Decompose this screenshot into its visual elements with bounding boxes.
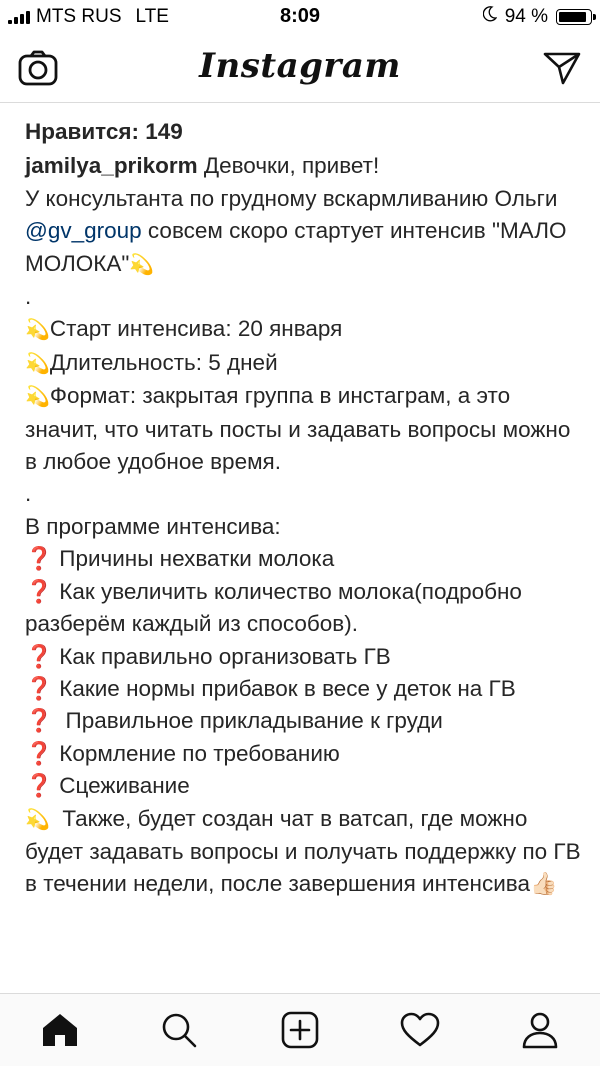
program-item: Какие нормы прибавок в весе у деток на ГВ — [53, 675, 516, 701]
program-item: Правильное прикладывание к груди — [53, 708, 443, 734]
sparkle-icon: 💫 — [25, 352, 50, 375]
new-post-icon[interactable] — [280, 1010, 320, 1050]
battery-icon — [556, 9, 592, 25]
question-icon: ❓ — [25, 643, 54, 669]
profile-icon[interactable] — [520, 1010, 560, 1050]
question-icon: ❓ — [25, 708, 54, 734]
post-caption — [25, 150, 585, 900]
program-item: Кормление по требованию — [53, 740, 340, 766]
mention-link[interactable]: @gv_group — [25, 218, 142, 244]
question-icon: ❓ — [25, 773, 54, 799]
question-icon: ❓ — [25, 546, 54, 572]
caption-start: Старт интенсива: 20 января — [49, 316, 343, 342]
thumbs-up-icon: 👍🏻 — [530, 871, 558, 897]
caption-intro-a: У консультанта по грудному вскармливанию Ольги — [25, 185, 564, 211]
direct-message-icon[interactable] — [542, 50, 582, 91]
carrier-label: MTS RUS — [36, 6, 122, 27]
likes-count[interactable]: Нравится: 149 — [25, 119, 183, 144]
app-header — [0, 34, 600, 103]
caption-format: Формат: закрытая группа в инстаграм, а это значит, что читать посты и задавать вопросы можно в любое удобное время. — [25, 383, 577, 475]
caption-duration: Длительность: 5 дней — [49, 349, 278, 375]
battery-percent: 94 % — [504, 6, 548, 27]
clock: 8:09 — [279, 5, 321, 27]
question-icon: ❓ — [25, 675, 54, 701]
caption-greeting: Девочки, привет! — [197, 153, 380, 179]
question-icon: ❓ — [25, 578, 54, 604]
program-item: Как увеличить количество молока(подробно разберём каждый из способов). — [25, 578, 529, 637]
battery-fill — [559, 12, 586, 22]
program-item: Как правильно организовать ГВ — [53, 643, 391, 669]
program-item: Сцеживание — [53, 773, 190, 799]
post-content — [25, 116, 585, 901]
status-bar — [0, 0, 600, 34]
activity-heart-icon[interactable] — [400, 1010, 440, 1050]
home-icon[interactable] — [40, 1010, 80, 1050]
program-item: Причины нехватки молока — [53, 546, 335, 572]
caption-intro-b: совсем скоро стартует интенсив "МАЛО МОЛОКА" — [25, 218, 573, 276]
network-label: LTE — [135, 6, 169, 27]
caption-also: Также, будет создан чат в ватсап, где можно будет задавать вопросы и получать поддержку по ГВ в течении недели, после завершения интенсива — [25, 805, 587, 897]
bottom-tab-bar — [0, 993, 600, 1066]
sparkle-icon: 💫 — [129, 253, 155, 276]
program-title: В программе интенсива: — [25, 513, 281, 539]
sparkle-icon: 💫 — [25, 386, 50, 409]
status-right — [483, 6, 592, 28]
sparkle-icon: 💫 — [25, 808, 50, 831]
moon-icon — [483, 6, 497, 28]
post-username[interactable]: jamilya_prikorm — [25, 153, 198, 179]
caption-dot: . — [25, 284, 32, 310]
sparkle-icon: 💫 — [25, 319, 50, 342]
question-icon: ❓ — [25, 740, 54, 766]
caption-dot: . — [25, 481, 32, 507]
instagram-logo: Instagram — [199, 46, 401, 86]
search-icon[interactable] — [159, 1010, 199, 1050]
